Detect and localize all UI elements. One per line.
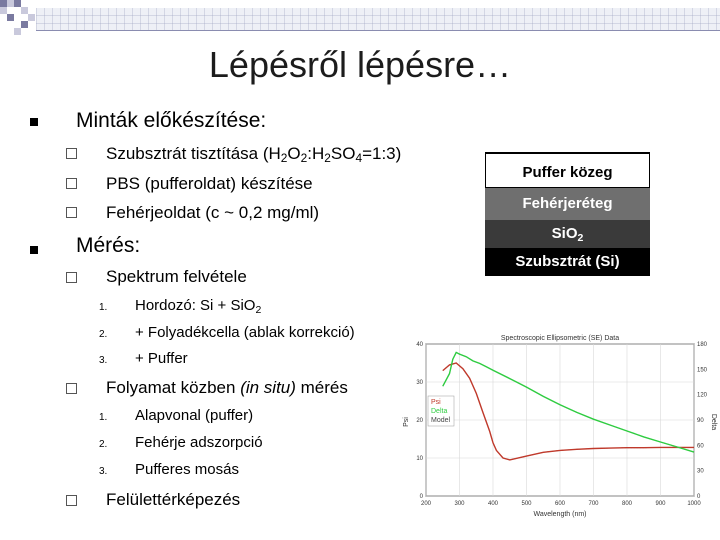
y-right-tick-label: 150 [697, 367, 708, 374]
bullet-measurement: Mérés: [76, 234, 141, 257]
y-left-tick-label: 20 [416, 418, 423, 424]
step-number: 3. [99, 355, 108, 366]
x-tick-labels [421, 501, 701, 507]
legend-model: Model [431, 417, 451, 424]
step-number: 2. [99, 439, 108, 450]
bullet-spectrum: Spektrum felvétele [106, 267, 247, 286]
x-tick-label: 500 [521, 501, 532, 507]
layer-protein: Fehérjeréteg [485, 188, 650, 220]
corner-square [0, 7, 7, 14]
checkbox-bullet-icon [66, 178, 77, 189]
bullet-samples: Minták előkészítése: [76, 109, 267, 132]
corner-square [7, 14, 14, 21]
bullet-cleaning: Szubsztrát tisztítása $(H_2O_2:H_2SO_4=1:3)$ [106, 144, 402, 165]
x-axis-label: Wavelength (nm) [533, 511, 587, 518]
bullet-square-icon [30, 118, 38, 126]
y-left-tick-label: 40 [416, 342, 423, 348]
step-number: 1. [99, 412, 108, 423]
bullet-pbs: PBS (pufferoldat) készítése [106, 174, 313, 193]
x-tick-label: 800 [621, 501, 633, 507]
bullet-mapping: Felülettérképezés [106, 490, 241, 509]
checkbox-bullet-icon [66, 148, 77, 159]
x-tick-label: 900 [655, 501, 666, 507]
header-band [36, 8, 720, 30]
y-axis-right-label: Delta [710, 413, 717, 431]
y-left-tick-label: 10 [416, 456, 423, 462]
corner-square [7, 0, 14, 7]
layer-buffer: Puffer közeg [485, 152, 650, 188]
y-right-tick-label: 120 [697, 392, 708, 399]
chart-legend [428, 396, 454, 426]
bullet-insitu: Folyamat közben (in situ) mérés [106, 378, 348, 397]
x-tick-label: 400 [487, 501, 499, 507]
corner-square [28, 14, 35, 21]
x-tick-label: 300 [454, 501, 465, 507]
checkbox-bullet-icon [66, 383, 77, 394]
layer-sio2: SiO$_2$ [485, 220, 650, 248]
y-right-tick-label: 60 [697, 443, 704, 450]
chart-title: Spectroscopic Ellipsometric (SE) Data [500, 335, 620, 342]
x-tick-label: 700 [588, 501, 599, 507]
y-right-tick-label: 0 [697, 494, 701, 500]
step-number: 1. [99, 302, 108, 313]
slide-title: Lépésről lépésre… [208, 44, 512, 85]
x-tick-label: 600 [554, 501, 566, 507]
x-tick-label: 200 [420, 501, 432, 507]
corner-square [14, 0, 21, 7]
bullet-protein-solution: Fehérjeoldat (c ~ 0,2 mg/ml) [106, 203, 320, 222]
x-tick-label: 1000 [687, 501, 701, 507]
corner-square [21, 7, 28, 14]
step-adsorption: Fehérje adszorpció [135, 434, 263, 451]
checkbox-bullet-icon [66, 495, 77, 506]
step-buffer: + Puffer [135, 350, 188, 367]
legend-delta: Delta [431, 408, 448, 415]
y-left-tick-label: 0 [419, 494, 423, 500]
step-baseline: Alapvonal (puffer) [135, 407, 254, 424]
step-number: 3. [99, 466, 108, 477]
y-left-tick-label: 30 [416, 380, 423, 386]
step-substrate: Hordozó: Si + SiO$_2$ [135, 297, 262, 316]
y-right-tick-label: 30 [697, 468, 704, 475]
step-washing: Pufferes mosás [135, 461, 239, 478]
checkbox-bullet-icon [66, 272, 77, 283]
y-right-tick-label: 90 [697, 418, 704, 424]
corner-square [0, 0, 7, 7]
layer-substrate: Szubsztrát (Si) [485, 248, 650, 276]
y-right-tick-label: 180 [697, 342, 708, 348]
legend-psi: Psi [431, 399, 441, 406]
header-rule [36, 30, 720, 31]
bullet-square-icon [30, 246, 38, 254]
se-data-chart [400, 330, 718, 520]
corner-square [14, 28, 21, 35]
step-number: 2. [99, 329, 108, 340]
step-liquid-cell: + Folyadékcella (ablak korrekció) [135, 324, 355, 341]
checkbox-bullet-icon [66, 207, 77, 218]
y-axis-left-label: Psi [403, 417, 410, 427]
corner-square [21, 21, 28, 28]
